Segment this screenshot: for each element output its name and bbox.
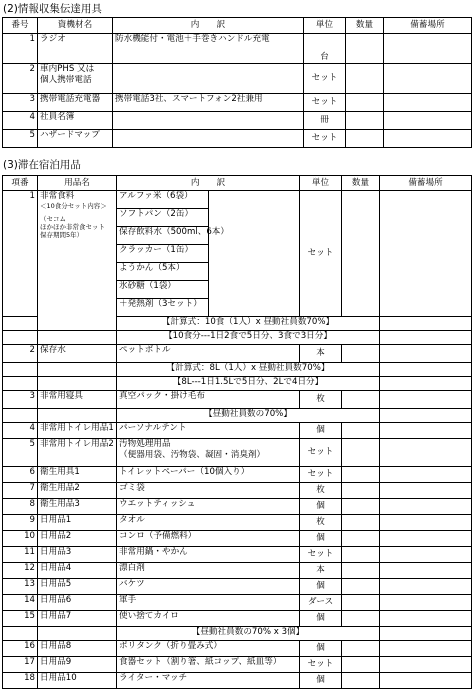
row-qty[interactable] <box>342 563 380 579</box>
table-row <box>3 641 472 657</box>
heatpack-calc: 【昼動社員数の70% x 3個】 <box>117 627 380 641</box>
row-detail: バケツ <box>117 579 300 595</box>
row-detail: ペットボトル <box>117 345 300 363</box>
food-subtitle: ＜10食分セット内容＞ <box>40 202 107 210</box>
row-no: 2 <box>3 345 38 363</box>
row-qty[interactable] <box>342 641 380 657</box>
row-qty[interactable] <box>342 423 380 439</box>
row-qty[interactable] <box>346 130 384 148</box>
row-name: 非常用寝具 <box>38 391 117 409</box>
row-unit: 個 <box>300 611 342 627</box>
table-row <box>3 673 472 689</box>
row-detail: パーソナルテント <box>117 423 300 439</box>
row-no: 7 <box>3 483 38 499</box>
row-location[interactable] <box>380 579 472 595</box>
blank-cell <box>209 191 300 317</box>
row-no: 13 <box>3 579 38 595</box>
row-location[interactable] <box>380 547 472 563</box>
food-detail: ソフトパン（2缶） <box>117 209 209 227</box>
row-unit: 枚 <box>300 515 342 531</box>
row-no: 12 <box>3 563 38 579</box>
row-unit: セット <box>300 467 342 483</box>
row-detail: タオル <box>117 515 300 531</box>
table-row <box>3 191 472 209</box>
row-no: 1 <box>3 34 38 64</box>
header-detail: 内 訳 <box>117 176 300 191</box>
row-name: 日用品1 <box>38 515 117 531</box>
row-name: 日用品3 <box>38 547 117 563</box>
food-detail: 氷砂糖（1袋） <box>117 281 209 299</box>
table-row <box>3 94 472 112</box>
row-detail: コンロ（予備燃料） <box>117 531 300 547</box>
table-row <box>3 595 472 611</box>
row-no: 9 <box>3 515 38 531</box>
row-location[interactable] <box>380 531 472 547</box>
row-unit: 個 <box>300 531 342 547</box>
table-row <box>3 423 472 439</box>
row-name: 日用品9 <box>38 657 117 673</box>
row-unit: 枚 <box>300 391 342 409</box>
row-name: 日用品6 <box>38 595 117 611</box>
table-row <box>3 34 472 64</box>
food-detail: 保存飲料水（500ml、6本） <box>117 227 209 245</box>
row-location[interactable] <box>384 64 472 94</box>
row-location[interactable] <box>380 391 472 409</box>
header-detail: 内 訳 <box>113 18 304 34</box>
row-qty[interactable] <box>342 657 380 673</box>
row-qty[interactable] <box>342 439 380 467</box>
row-no: 3 <box>3 391 38 409</box>
row-detail: ウエットティッシュ <box>117 499 300 515</box>
header-name: 資機材名 <box>38 18 113 34</box>
row-unit: セット <box>304 130 346 148</box>
row-name: 衛生用品2 <box>38 483 117 499</box>
row-no: 18 <box>3 673 38 689</box>
row-detail: トイレットペーパー（10個入り） <box>117 467 300 483</box>
row-no: 10 <box>3 531 38 547</box>
row-detail: ライター・マッチ <box>117 673 300 689</box>
food-detail: クラッカー（1缶） <box>117 245 209 263</box>
row-qty[interactable] <box>342 345 380 363</box>
table-row <box>3 579 472 595</box>
row-detail: 軍手 <box>117 595 300 611</box>
food-name-cell <box>38 191 117 317</box>
row-location[interactable] <box>380 499 472 515</box>
row-detail: 非常用鍋・やかん <box>117 547 300 563</box>
header-location: 備蓄場所 <box>380 176 472 191</box>
table-row <box>3 563 472 579</box>
row-qty[interactable] <box>342 531 380 547</box>
food-calc-days: 【10食分---1日2食で5日分、3食で3日分】 <box>117 331 380 345</box>
row-unit: 個 <box>300 423 342 439</box>
row-unit: 冊 <box>304 112 346 130</box>
row-detail: 漂白剤 <box>117 563 300 579</box>
row-location[interactable] <box>380 673 472 689</box>
row-no: 1 <box>3 191 38 317</box>
row-location[interactable] <box>380 439 472 467</box>
table-row <box>3 547 472 563</box>
food-note-3: 保存期間5年） <box>40 231 84 239</box>
row-unit: 台 <box>304 34 346 64</box>
header-location: 備蓄場所 <box>384 18 472 34</box>
section-title-info: (2)情報収集伝達用具 <box>3 3 102 15</box>
row-no: 4 <box>3 112 38 130</box>
row-detail <box>113 112 304 130</box>
header-qty: 数量 <box>346 18 384 34</box>
row-location[interactable] <box>380 611 472 627</box>
row-detail: ポリタンク（折り畳み式） <box>117 641 300 657</box>
header-unit: 単位 <box>304 18 346 34</box>
row-unit: セット <box>304 94 346 112</box>
row-qty[interactable] <box>342 467 380 483</box>
row-location[interactable] <box>380 657 472 673</box>
row-no: 14 <box>3 595 38 611</box>
row-name: 非常用トイレ用品2 <box>38 439 117 467</box>
row-unit: セット <box>300 657 342 673</box>
header-name: 用品名 <box>38 176 117 191</box>
row-location[interactable] <box>380 467 472 483</box>
bedding-calc: 【昼動社員数の70%】 <box>117 409 380 423</box>
row-name: 非常食料 <box>40 191 75 201</box>
row-name: ラジオ <box>38 34 113 64</box>
row-unit: 本 <box>300 563 342 579</box>
stay-supplies-table <box>2 175 472 689</box>
header-no: 番号 <box>3 18 38 34</box>
row-qty[interactable] <box>342 391 380 409</box>
food-detail: アルファ米（6袋） <box>117 191 209 209</box>
table-row <box>3 112 472 130</box>
water-calc-days: 【8L---1日1.5Lで5日分、2Lで4日分】 <box>117 377 380 391</box>
row-qty[interactable] <box>342 191 380 317</box>
row-name: 携帯電話充電器 <box>38 94 113 112</box>
row-detail: 使い捨てカイロ <box>117 611 300 627</box>
row-no: 4 <box>3 423 38 439</box>
row-unit: セット <box>300 439 342 467</box>
row-location[interactable] <box>380 563 472 579</box>
row-no: 8 <box>3 499 38 515</box>
row-qty[interactable] <box>346 64 384 94</box>
header-unit: 単位 <box>300 176 342 191</box>
row-detail: 食器セット（割り箸、紙コップ、紙皿等） <box>117 657 300 673</box>
row-no: 3 <box>3 94 38 112</box>
row-detail: 汚物処理用品 （便器用袋、汚物袋、凝固・消臭剤） <box>117 439 300 467</box>
row-qty[interactable] <box>342 499 380 515</box>
food-detail: ようかん（5本） <box>117 263 209 281</box>
row-name: 日用品7 <box>38 611 117 627</box>
row-qty[interactable] <box>346 34 384 64</box>
row-name: 日用品4 <box>38 563 117 579</box>
row-name: 社員名簿 <box>38 112 113 130</box>
header-no: 項番 <box>3 176 38 191</box>
row-name: 非常用トイレ用品1 <box>38 423 117 439</box>
row-no: 17 <box>3 657 38 673</box>
water-calc-formula: 【計算式：8L（1人）x 昼動社員数70%】 <box>117 363 380 377</box>
row-detail: ゴミ袋 <box>117 483 300 499</box>
row-no: 5 <box>3 130 38 148</box>
row-name: 日用品5 <box>38 579 117 595</box>
row-unit: セット <box>304 64 346 94</box>
row-name: 車内PHS 又は 個人携帯電話 <box>38 64 113 94</box>
row-qty[interactable] <box>342 579 380 595</box>
table-row <box>3 483 472 499</box>
row-name: 日用品8 <box>38 641 117 657</box>
row-location[interactable] <box>380 423 472 439</box>
row-location[interactable] <box>380 191 472 317</box>
row-qty[interactable] <box>342 483 380 499</box>
row-unit: 枚 <box>300 483 342 499</box>
section-title-stay: (3)滞在宿泊用品 <box>3 159 81 171</box>
table-row <box>3 467 472 483</box>
row-qty[interactable] <box>342 673 380 689</box>
table-row <box>3 391 472 409</box>
row-qty[interactable] <box>342 611 380 627</box>
food-calc-formula: 【計算式：10食（1人）x 昼動社員数70%】 <box>117 317 380 331</box>
row-location[interactable] <box>380 595 472 611</box>
row-detail: 防水機能付・電池＋手巻きハンドル充電 <box>113 34 304 64</box>
table-row <box>3 499 472 515</box>
row-location[interactable] <box>380 515 472 531</box>
row-qty[interactable] <box>342 595 380 611</box>
row-no: 5 <box>3 439 38 467</box>
row-name: 衛生用品3 <box>38 499 117 515</box>
row-detail: 真空パック・掛け毛布 <box>117 391 300 409</box>
row-name: 日用品2 <box>38 531 117 547</box>
row-name: 保存水 <box>38 345 117 363</box>
row-name: ハザードマップ <box>38 130 113 148</box>
row-detail <box>113 130 304 148</box>
row-qty[interactable] <box>346 112 384 130</box>
row-location[interactable] <box>384 112 472 130</box>
row-location[interactable] <box>384 130 472 148</box>
row-no: 11 <box>3 547 38 563</box>
row-unit: セット <box>300 191 342 317</box>
table-row <box>3 531 472 547</box>
row-unit: 個 <box>300 579 342 595</box>
row-detail: 携帯電話3社、スマートフォン2社兼用 <box>113 94 304 112</box>
table-row <box>3 64 472 94</box>
row-detail <box>113 64 304 94</box>
row-unit: 個 <box>300 641 342 657</box>
row-no: 16 <box>3 641 38 657</box>
row-unit: セット <box>300 547 342 563</box>
table-row <box>3 657 472 673</box>
row-unit: ダース <box>300 595 342 611</box>
row-name: 日用品10 <box>38 673 117 689</box>
table-row <box>3 611 472 627</box>
info-equipment-table <box>2 17 472 148</box>
table-row <box>3 439 472 467</box>
food-note-1: （セコム <box>40 215 66 223</box>
row-location[interactable] <box>380 345 472 363</box>
row-qty[interactable] <box>346 94 384 112</box>
row-location[interactable] <box>380 641 472 657</box>
table-row <box>3 130 472 148</box>
row-location[interactable] <box>384 94 472 112</box>
row-no: 6 <box>3 467 38 483</box>
row-location[interactable] <box>380 483 472 499</box>
food-note-2: ほかほか非常食セット <box>40 223 105 231</box>
row-qty[interactable] <box>342 515 380 531</box>
food-detail: ＋発熱剤（3セット） <box>117 299 209 317</box>
row-name: 衛生用具1 <box>38 467 117 483</box>
header-qty: 数量 <box>342 176 380 191</box>
row-unit: 個 <box>300 499 342 515</box>
table-row <box>3 515 472 531</box>
row-no: 2 <box>3 64 38 94</box>
row-qty[interactable] <box>342 547 380 563</box>
row-location[interactable] <box>384 34 472 64</box>
row-unit: 個 <box>300 673 342 689</box>
table-row <box>3 345 472 363</box>
row-no: 15 <box>3 611 38 627</box>
row-unit: 本 <box>300 345 342 363</box>
